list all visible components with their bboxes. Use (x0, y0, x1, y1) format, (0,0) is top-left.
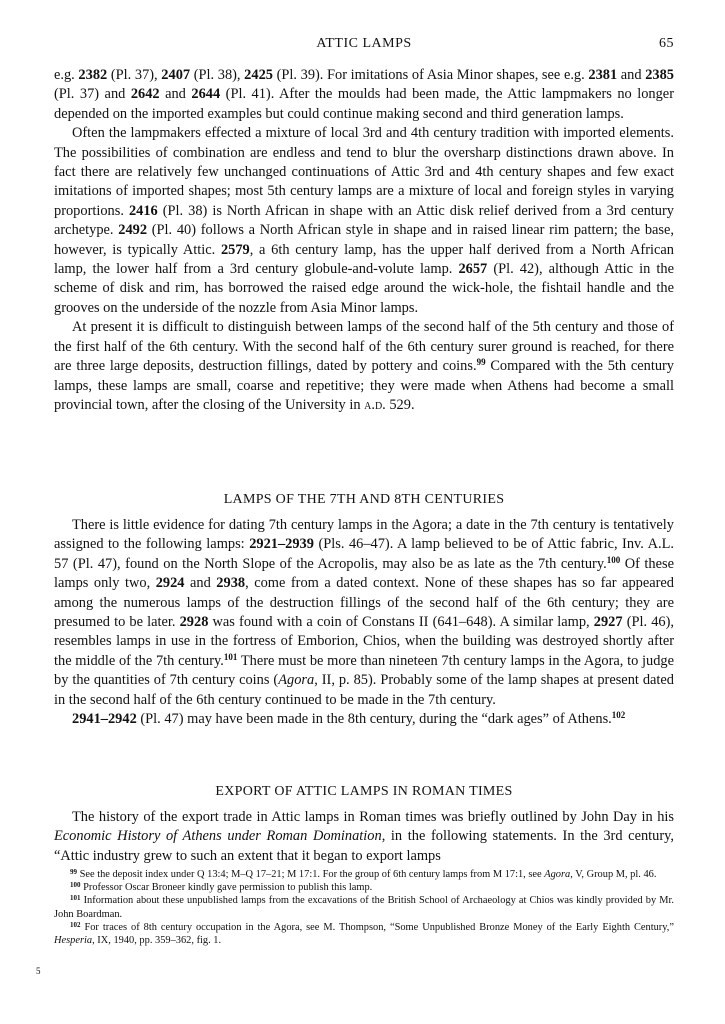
catalogue-number: 2642 (130, 86, 160, 103)
footnote-ref: 102 (611, 710, 626, 721)
footnote: $^{101}$ Information about these unpublished lamps from the excavations of the British School of Archaeology at Chios was kindly provided by Mr. John Boardman. (54, 894, 674, 920)
catalogue-number: 2425 (244, 67, 273, 83)
catalogue-number: 2579 (220, 241, 250, 258)
italic-title: Agora (278, 672, 315, 689)
footnote-number: 101 (70, 894, 81, 903)
footnote-number: 102 (70, 920, 81, 929)
paragraph: At present it is difficult to distinguish between lamps of the second half of the 5th century and those of the first half of the 6th century. With the second half of the 6th century surer ground is reached, for there are three large deposits, destruction fillings, dated by pottery and coins.$^{99}$ Compared with the 5th century lamps, these lamps are small, coarse and repetitive; they were made when Athens had become a small provincial town, after the closing of the University in a.d. 529. (54, 319, 674, 413)
footnote-number: 99 (70, 868, 77, 876)
italic-title: Agora (544, 869, 571, 880)
italic-title: Economic History of Athens under Roman Domination (54, 828, 382, 845)
section-export (54, 808, 674, 866)
catalogue-number: 2928 (179, 614, 209, 631)
paragraph: e.g. 2382 (Pl. 37), 2407 (Pl. 38), 2425 (Pl. 39). For imitations of Asia Minor shapes, see e.g. 2381 and 2385 (Pl. 37) and 2642 and 2644 (Pl. 41). After the moulds had been made, the Attic lampmakers no longer depended on the imported examples but could continue making second and third generation lamps. (54, 67, 674, 122)
paragraph: The history of the export trade in Attic lamps in Roman times was briefly outlined by John Day in his Economic History of Athens under Roman Domination, in the following statements. In the 3rd century, “Attic industry grew to such an extent that it began to export lamps (54, 809, 674, 864)
footnote: $^{99}$ See the deposit index under Q 13:4; M–Q 17–21; M 17:1. For the group of 6th century lamps from M 17:1, see Agora, V, Group M, pl. 46. (70, 868, 657, 880)
section-intro (54, 66, 674, 415)
paragraph: There is little evidence for dating 7th century lamps in the Agora; a date in the 7th century is tentatively assigned to the following lamps: 2921–2939 (Pls. 46–47). A lamp believed to be of Attic fabric, Inv. A.L. 57 (Pl. 47), found on the North Slope of the Acropolis, may also be as late as the 7th century.$^{100}$ Of these lamps only two, 2924 and 2938, come from a dated context. None of these shapes has so far appeared among the numerous lamps of the destruction fillings of the second half of the 6th century; they are presumed to be later. 2928 was found with a coin of Constans II (641–648). A similar lamp, 2927 (Pl. 46), resembles lamps in use in the fortress of Emborion, Chios, when the building was destroyed shortly after the middle of the 7th century.$^{101}$ There must be more than nineteen 7th century lamps in the Agora, to judge by the quantities of 7th century coins (Agora, II, p. 85). Probably some of the lamp shapes at present dated in the second half of the 6th century continued to be made in the 7th century. (54, 517, 675, 708)
section-heading: EXPORT OF ATTIC LAMPS IN ROMAN TIMES (215, 784, 513, 799)
page-title: ATTIC LAMPS (316, 36, 412, 51)
italic-title: Hesperia (54, 935, 93, 947)
catalogue-number: 2644 (191, 86, 221, 103)
footnotes (54, 868, 674, 947)
catalogue-number: 2382 (78, 67, 108, 83)
catalogue-number: 2941–2942 (72, 711, 137, 728)
catalogue-number: 2938 (216, 575, 246, 592)
catalogue-number: 2385 (645, 67, 674, 83)
footnote: $^{102}$ For traces of 8th century occupation in the Agora, see M. Thompson, “Some Unpublished Bronze Money of the Early Eighth Century,” Hesperia, IX, 1940, pp. 359–362, fig. 1. (54, 920, 674, 947)
catalogue-number: 2407 (161, 67, 191, 83)
era-abbreviation: a.d. (364, 396, 386, 413)
running-head (54, 36, 674, 54)
section-heading: LAMPS OF THE 7TH AND 8TH CENTURIES (223, 492, 505, 507)
catalogue-number: 2416 (128, 202, 158, 219)
catalogue-number: 2927 (593, 614, 623, 631)
paragraph: Often the lampmakers effected a mixture of local 3rd and 4th century tradition with imported elements. The possibilities of combination are endless and tend to blur the oversharp distinctions drawn above. In fact there are relatively few unchanged continuations of Attic 3rd and 4th century shapes and few exact imitations of imported shapes; most 5th century lamps are a mixture of local and foreign styles in varying proportions. 2416 (Pl. 38) is North African in shape with an Attic disk relief derived from a 3rd century archetype. 2492 (Pl. 40) follows a North African style in shape and in raised linear rim pattern; the base, however, is typically Attic. 2579, a 6th century lamp, has the upper half derived from a North African lamp, the lower half from a 3rd century globule-and-volute lamp. 2657 (Pl. 42), although Attic in the scheme of disk and rim, has borrowed the raised edge around the wick-hole, the fishtail handle and the grooves on the underside of the nozzle from Asia Minor lamps. (54, 125, 674, 316)
paragraph: 2941–2942 (Pl. 47) may have been made in the 8th century, during the “dark ages” of Athens.$^{102}$ (72, 710, 626, 728)
signature-mark: 5 (36, 966, 41, 976)
catalogue-number: 2657 (458, 261, 488, 278)
footnote-ref: 100 (606, 554, 621, 565)
catalogue-number: 2492 (118, 222, 148, 239)
page-number: 65 (659, 36, 674, 51)
catalogue-number: 2921–2939 (249, 536, 314, 553)
catalogue-number: 2381 (588, 67, 618, 83)
footnote-ref: 99 (476, 357, 486, 368)
footnote: $^{100}$ Professor Oscar Broneer kindly gave permission to publish this lamp. (70, 881, 373, 894)
catalogue-number: 2924 (155, 575, 185, 592)
footnote-number: 100 (70, 881, 81, 890)
section-7th-8th-centuries (54, 516, 674, 729)
footnote-ref: 101 (223, 651, 238, 662)
